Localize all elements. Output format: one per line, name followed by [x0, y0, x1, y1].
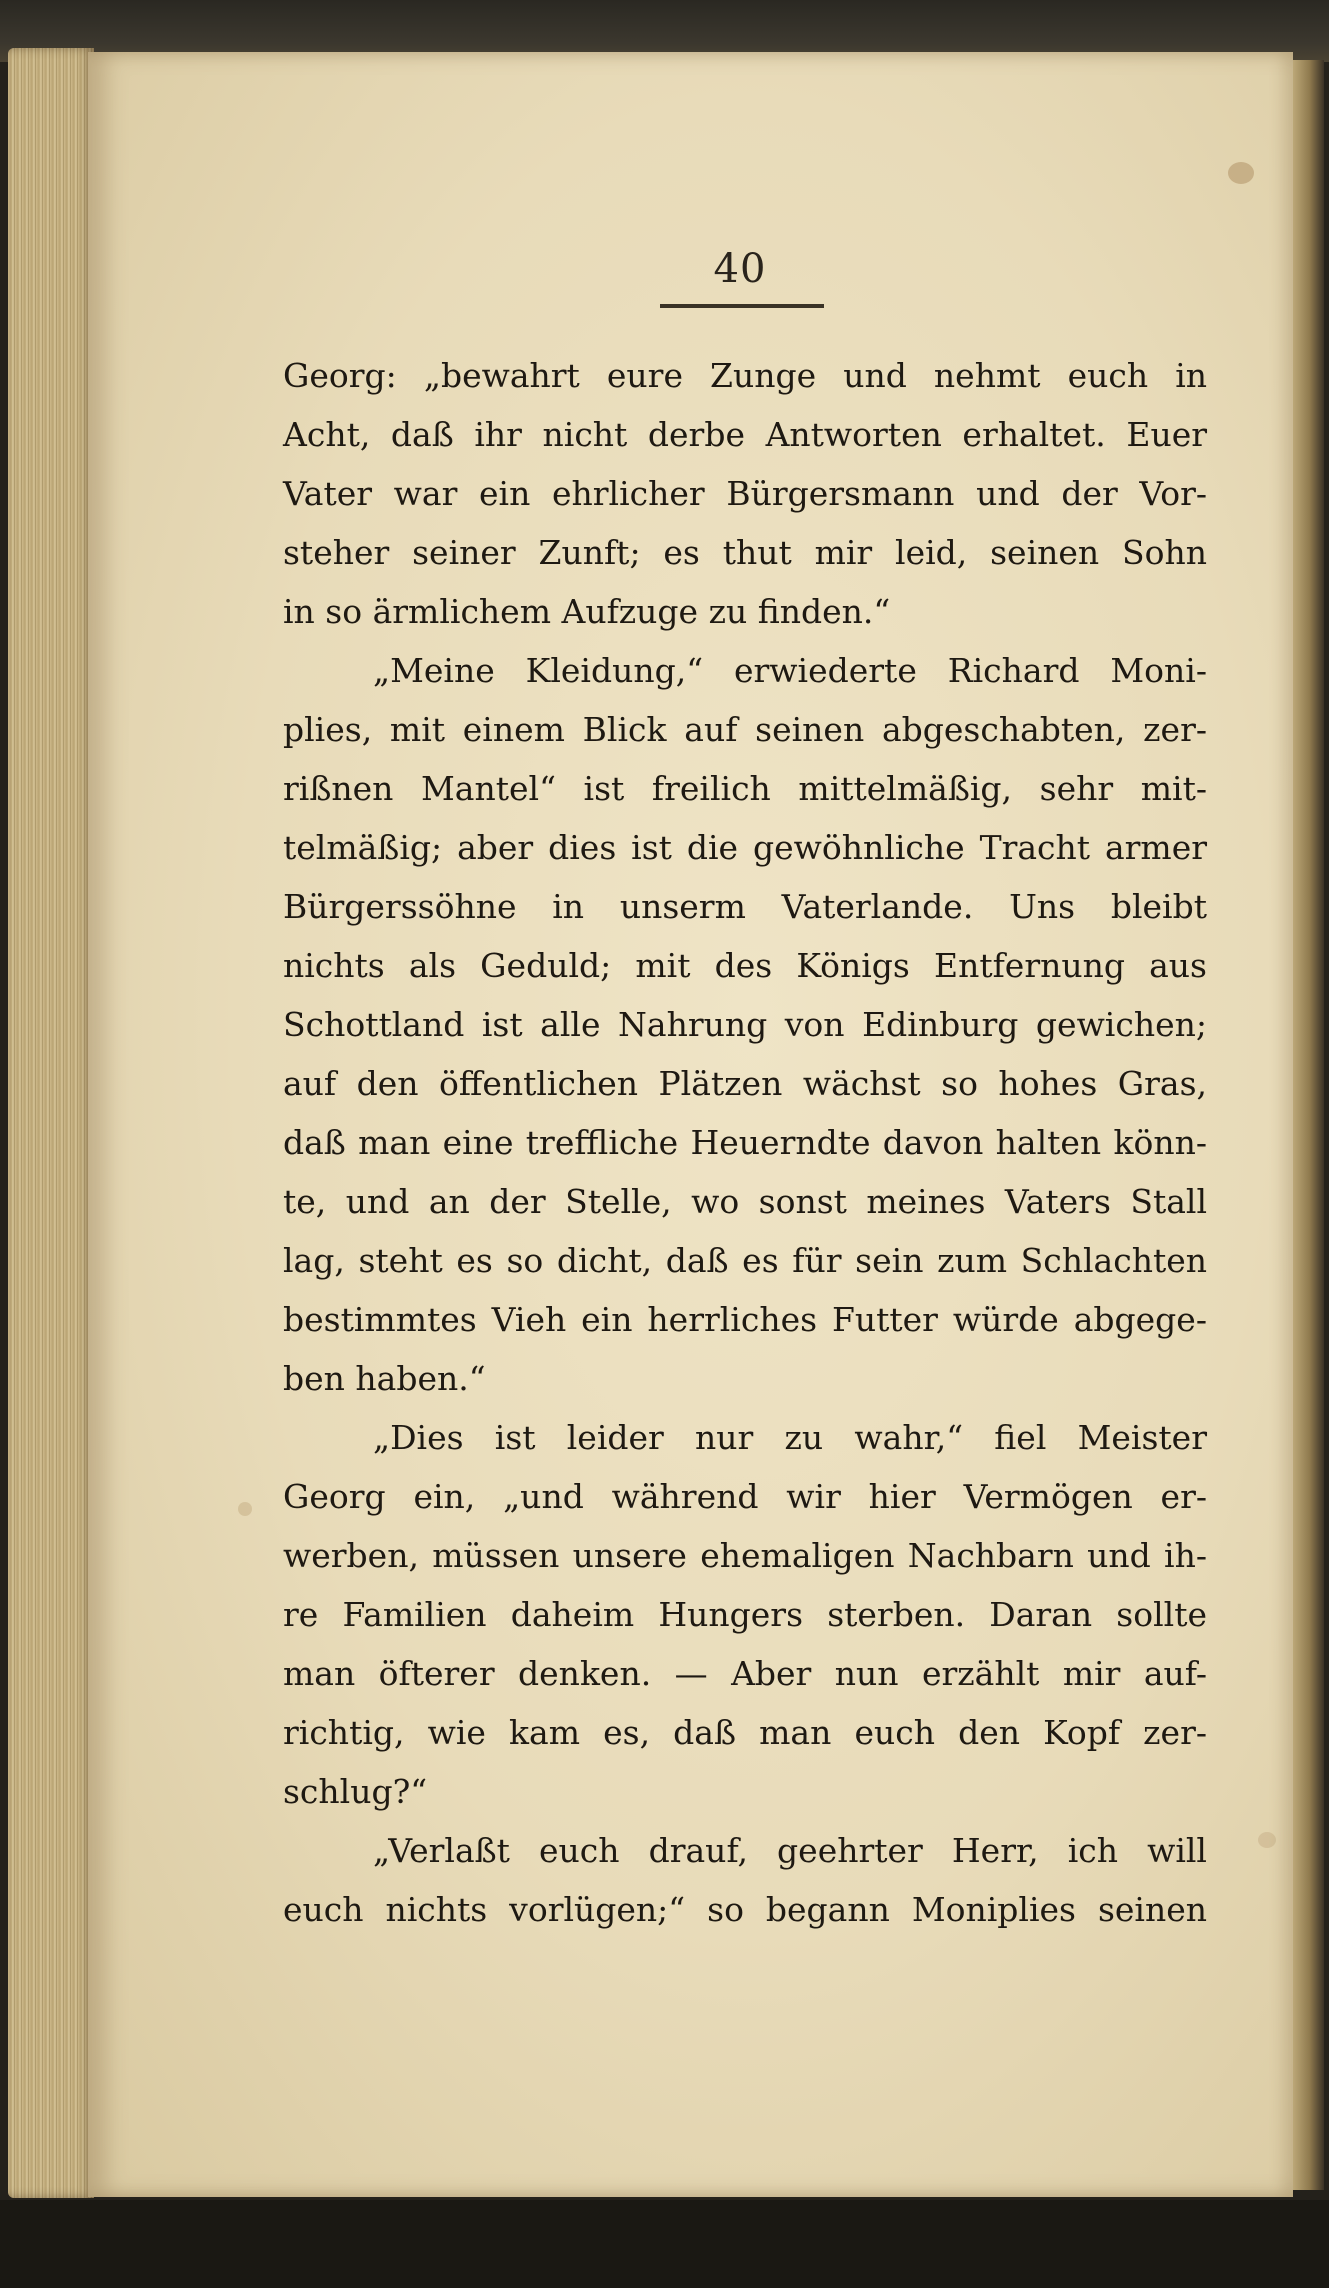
- text-line: werben, müssen unsere ehemaligen Nachbarn und ih-: [283, 1536, 1207, 1575]
- page-number: 40: [713, 246, 767, 292]
- paper-stain: [1228, 162, 1254, 184]
- text-line: schlug?“: [283, 1772, 428, 1811]
- text-line: telmäßig; aber dies ist die gewöhnliche Tracht armer: [283, 828, 1207, 867]
- text-line: in so ärmlichem Aufzuge zu finden.“: [283, 592, 891, 631]
- text-line: Acht, daß ihr nicht derbe Antworten erhaltet. Euer: [283, 415, 1207, 454]
- book-cover-bottom: [0, 2200, 1329, 2288]
- text-line: Georg ein, „und während wir hier Vermögen er-: [283, 1477, 1207, 1516]
- text-line: te, und an der Stelle, wo sonst meines Vaters Stall: [283, 1182, 1207, 1221]
- page-text: [283, 346, 1207, 1939]
- text-line: plies, mit einem Blick auf seinen abgeschabten, zer-: [283, 710, 1207, 749]
- text-line: auf den öffentlichen Plätzen wächst so hohes Gras,: [283, 1064, 1207, 1103]
- text-line: daß man eine treffliche Heuerndte davon halten könn-: [283, 1123, 1207, 1162]
- text-line: bestimmtes Vieh ein herrliches Futter würde abgege-: [283, 1300, 1207, 1339]
- text-line: man öfterer denken. — Aber nun erzählt mir auf-: [283, 1654, 1207, 1693]
- text-line: Georg: „bewahrt eure Zunge und nehmt euch in: [283, 356, 1207, 395]
- text-line: nichts als Geduld; mit des Königs Entfernung aus: [283, 946, 1207, 985]
- text-line: „Dies ist leider nur zu wahr,“ fiel Meister: [373, 1418, 1207, 1457]
- text-line: Schottland ist alle Nahrung von Edinburg gewichen;: [283, 1005, 1207, 1044]
- text-line: euch nichts vorlügen;“ so begann Moniplies seinen: [283, 1890, 1207, 1929]
- text-line: rißnen Mantel“ ist freilich mittelmäßig, sehr mit-: [283, 769, 1207, 808]
- text-line: richtig, wie kam es, daß man euch den Kopf zer-: [283, 1713, 1207, 1752]
- text-line: re Familien daheim Hungers sterben. Daran sollte: [283, 1595, 1207, 1634]
- text-line: „Meine Kleidung,“ erwiederte Richard Moni-: [373, 651, 1207, 690]
- text-line: steher seiner Zunft; es thut mir leid, seinen Sohn: [283, 533, 1207, 572]
- page-number-rule: [660, 304, 824, 308]
- text-line: Vater war ein ehrlicher Bürgersmann und der Vor-: [283, 474, 1207, 513]
- page-edge-right: [1288, 60, 1324, 2190]
- page-edges-left: [8, 48, 94, 2198]
- text-line: lag, steht es so dicht, daß es für sein zum Schlachten: [283, 1241, 1207, 1280]
- paper-stain: [1258, 1832, 1276, 1848]
- text-line: „Verlaßt euch drauf, geehrter Herr, ich will: [373, 1831, 1207, 1870]
- text-line: ben haben.“: [283, 1359, 486, 1398]
- paper-stain: [238, 1502, 252, 1516]
- text-line: Bürgerssöhne in unserm Vaterlande. Uns bleibt: [283, 887, 1207, 926]
